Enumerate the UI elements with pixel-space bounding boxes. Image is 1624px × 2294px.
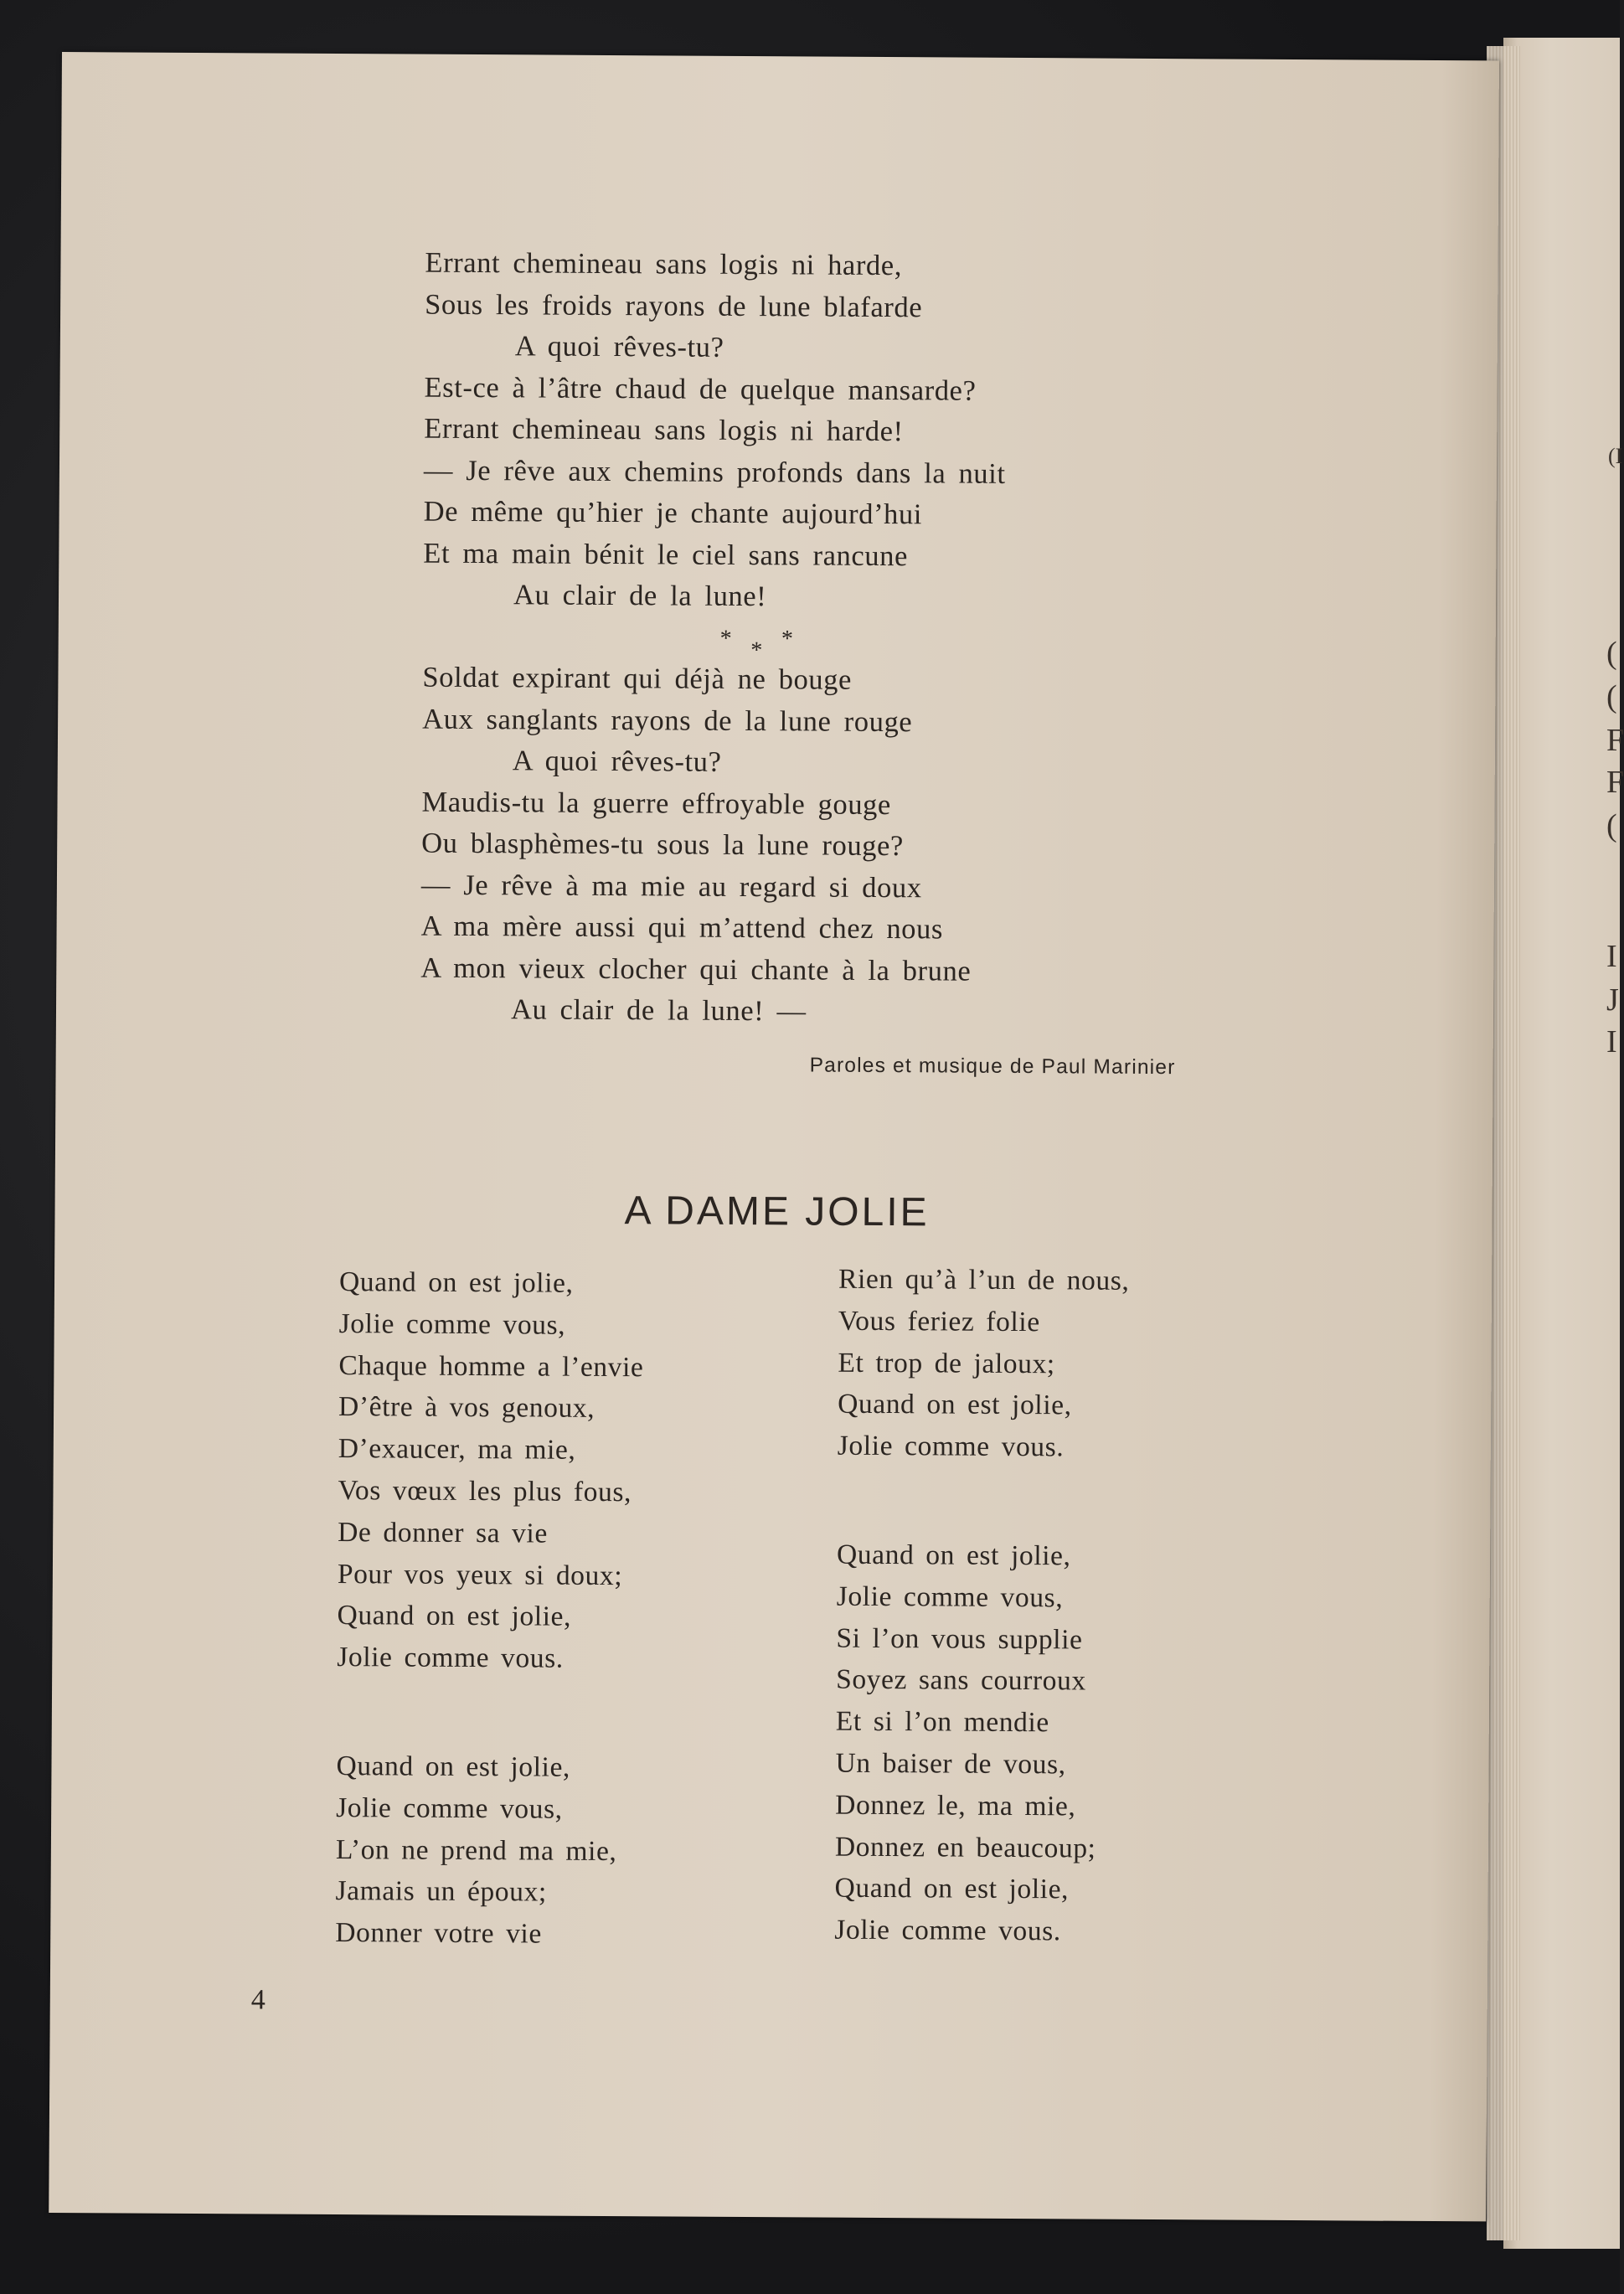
author-credit: Paroles et musique de Paul Marinier <box>809 1054 1176 1080</box>
asterism-star: * <box>781 625 794 652</box>
poem-line: Jolie comme vous. <box>834 1914 1061 1947</box>
poem-line: Ou blasphèmes-tu sous la lune rouge? <box>421 827 905 863</box>
poem-stanza-1 <box>423 243 1007 620</box>
poem-line: Jolie comme vous. <box>837 1430 1065 1463</box>
poem-line: Est-ce à l’âtre chaud de quelque mansarde? <box>424 371 977 407</box>
poem-line: Donnez le, ma mie, <box>835 1789 1076 1822</box>
facing-page-glyph: I <box>1606 1024 1617 1059</box>
asterism-star: * <box>719 625 733 652</box>
facing-page-glyph: (I <box>1608 444 1623 468</box>
poem-line: A quoi rêves-tu? <box>514 330 724 363</box>
left-column <box>335 1261 644 1956</box>
poem-line: A ma mère aussi qui m’attend chez nous <box>420 910 944 946</box>
poem-line: Jamais un époux; <box>335 1875 547 1908</box>
poem-line: Quand on est jolie, <box>337 1600 572 1633</box>
book-page <box>49 52 1499 2221</box>
poem-chemineau <box>420 243 1007 1034</box>
poem-line: Et trop de jaloux; <box>838 1347 1055 1379</box>
asterism <box>423 616 1005 661</box>
right-column <box>834 1259 1129 1953</box>
poem-line: Jolie comme vous, <box>336 1791 563 1825</box>
poem-line: Si l’on vous supplie <box>836 1622 1083 1656</box>
facing-page-glyph: J <box>1606 982 1619 1018</box>
poem-line: Rien qu’à l’un de nous, <box>838 1263 1130 1296</box>
poem-line: Quand on est jolie, <box>836 1539 1071 1572</box>
poem-line: A mon vieux clocher qui chante à la brune <box>420 951 972 987</box>
facing-page-glyph: ( <box>1606 679 1617 714</box>
page-number: 4 <box>250 1984 266 2016</box>
poem-line: Jolie comme vous, <box>836 1580 1064 1614</box>
poem-line: Donnez en beaucoup; <box>834 1831 1096 1864</box>
poem-line: Aux sanglants rayons de la lune rouge <box>422 703 913 738</box>
poem-line: Jolie comme vous, <box>338 1307 566 1341</box>
poem-line: Vous feriez folie <box>838 1305 1040 1338</box>
poem-line: Errant chemineau sans logis ni harde, <box>425 246 903 282</box>
stanza-gap <box>337 1678 642 1747</box>
poem-line: Maudis-tu la guerre effroyable gouge <box>421 786 892 821</box>
poem-line: Au clair de la lune! — <box>510 993 807 1028</box>
poem-line: Et si l’on mendie <box>835 1705 1049 1739</box>
poem-stanza-2 <box>420 657 1004 1034</box>
poem-line: Soldat expirant qui déjà ne bouge <box>422 661 853 696</box>
stanza-gap <box>837 1467 1128 1536</box>
poem-line: Pour vos yeux si doux; <box>337 1558 623 1591</box>
poem-line: Et ma main bénit le ciel sans rancune <box>423 537 909 572</box>
poem-line: — Je rêve à ma mie au regard si doux <box>420 869 922 904</box>
poem-line: Quand on est jolie, <box>336 1750 571 1783</box>
poem-line: — Je rêve aux chemins profonds dans la nuit <box>423 454 1006 490</box>
poem-line: Vos vœux les plus fous, <box>338 1475 632 1508</box>
poem-line: Donner votre vie <box>335 1917 542 1950</box>
poem-line: D’être à vos genoux, <box>338 1391 595 1425</box>
facing-page-glyph: ( <box>1606 636 1617 671</box>
poem-line: L’on ne prend ma mie, <box>335 1833 617 1867</box>
asterism-star: * <box>750 637 763 663</box>
facing-page-glyph: I <box>1606 939 1617 974</box>
poem-line: D’exaucer, ma mie, <box>338 1433 576 1466</box>
poem-line: De même qu’hier je chante aujourd’hui <box>423 495 923 531</box>
poem-line: Quand on est jolie, <box>338 1266 574 1299</box>
facing-page <box>1503 38 1623 2249</box>
poem-line: Chaque homme a l’envie <box>338 1349 644 1383</box>
poem-line: Quand on est jolie, <box>838 1389 1072 1421</box>
poem-line: Jolie comme vous. <box>337 1642 564 1674</box>
poem-line: Errant chemineau sans logis ni harde! <box>424 412 904 448</box>
facing-page-glyph: ( <box>1606 808 1617 843</box>
facing-page-glyph: F <box>1606 765 1624 800</box>
poem-line: Au clair de la lune! <box>513 579 767 613</box>
poem-line: De donner sa vie <box>338 1516 548 1549</box>
poem-line: A quoi rêves-tu? <box>512 745 722 778</box>
poem-line: Quand on est jolie, <box>834 1873 1070 1905</box>
poem-line: Sous les froids rayons de lune blafarde <box>425 288 923 323</box>
facing-page-glyph: F <box>1606 723 1624 758</box>
poem-line: Soyez sans courroux <box>836 1664 1086 1697</box>
poem-title: A DAME JOLIE <box>624 1188 930 1235</box>
poem-line: Un baiser de vous, <box>835 1747 1066 1781</box>
